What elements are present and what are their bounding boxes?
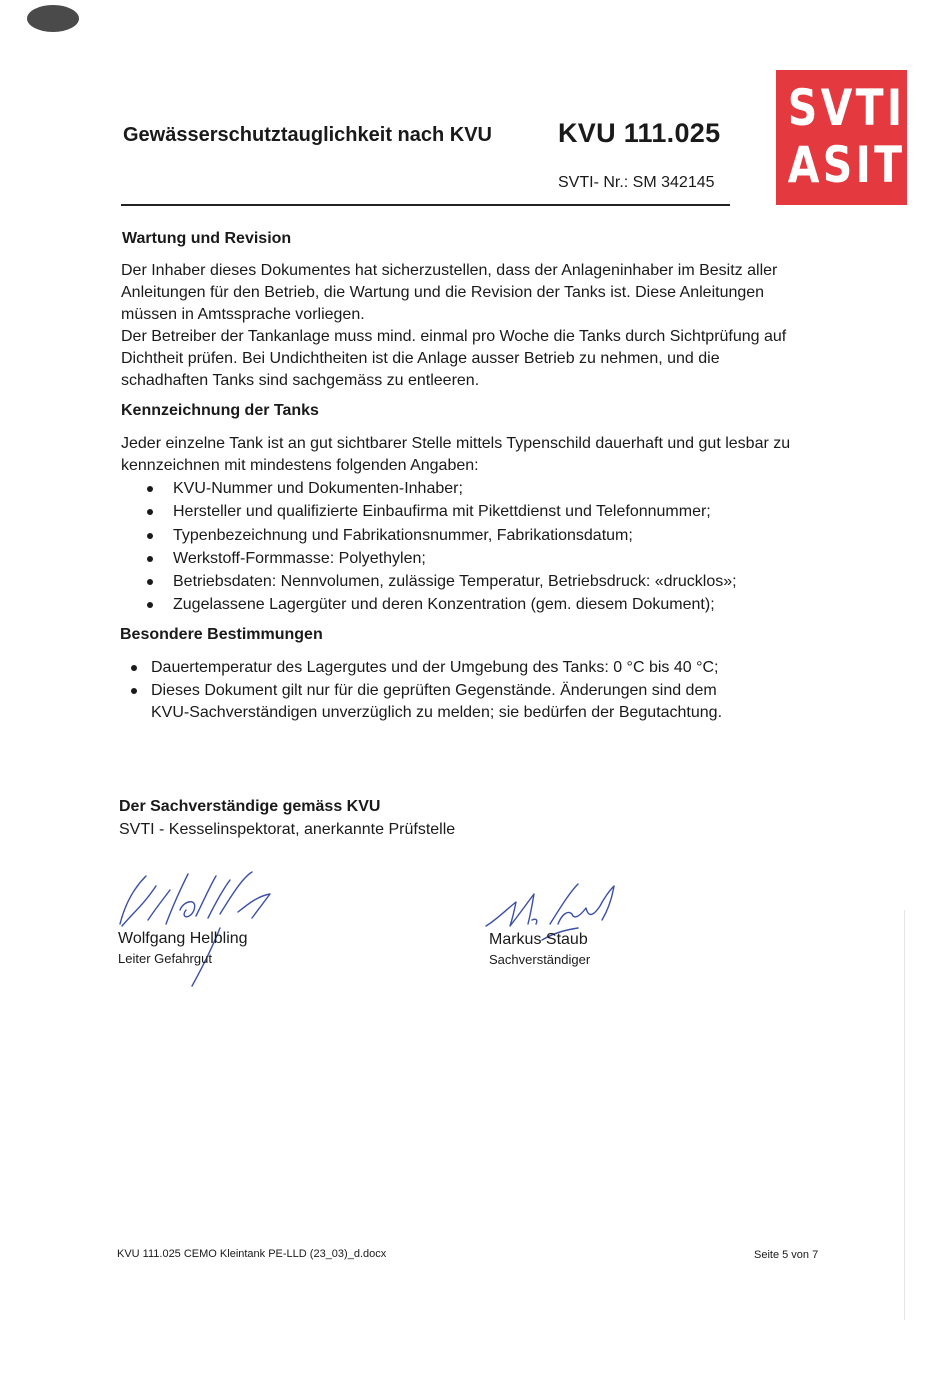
bullet-icon <box>147 486 153 492</box>
list-item-text: Dauertemperatur des Lagergutes und der Umgebung des Tanks: 0 °C bis 40 °C; <box>151 659 719 676</box>
special-provisions-list <box>120 657 722 725</box>
bullet-icon <box>147 509 153 515</box>
text-line: Anleitungen für den Betrieb, die Wartung und die Revision der Tanks ist. Diese Anleitungen <box>121 284 765 301</box>
bullet-icon <box>147 556 153 562</box>
text-line: müssen in Amtssprache vorliegen. <box>121 306 365 323</box>
signer-name: Wolfgang Helbling <box>118 930 248 947</box>
list-item <box>121 593 737 616</box>
signer-role: Leiter Gefahrgut <box>118 951 212 966</box>
list-item-text: Hersteller und qualifizierte Einbaufirma mit Pikettdienst und Telefonnummer; <box>173 503 711 521</box>
text-line: kennzeichnen mit mindestens folgenden Angaben: <box>121 457 479 474</box>
tank-label-list <box>121 477 737 617</box>
list-item-text: Betriebsdaten: Nennvolumen, zulässige Temperatur, Betriebsdruck: «drucklos»; <box>173 573 737 591</box>
footer-filename: KVU 111.025 CEMO Kleintank PE-LLD (23_03)_d.docx <box>117 1248 387 1260</box>
document-title: Gewässerschutztauglichkeit nach KVU <box>123 124 493 146</box>
paragraph-wartung <box>121 260 786 392</box>
header-divider <box>121 204 730 206</box>
svti-number: SVTI- Nr.: SM 342145 <box>558 174 715 191</box>
scan-edge-line <box>904 910 905 1320</box>
text-line: Jeder einzelne Tank ist an gut sichtbarer Stelle mittels Typenschild dauerhaft und gut lesbar zu <box>121 435 791 452</box>
signer-block-helbling <box>118 930 248 966</box>
text-line: schadhaften Tanks sind sachgemäss zu entleeren. <box>121 372 480 389</box>
bullet-icon <box>131 665 137 671</box>
list-item <box>120 680 722 725</box>
list-item-text: Zugelassene Lagergüter und deren Konzentration (gem. diesem Dokument); <box>173 596 715 614</box>
document-code: KVU 111.025 <box>558 118 721 148</box>
text-line: Der Betreiber der Tankanlage muss mind. einmal pro Woche die Tanks durch Sichtprüfung auf <box>121 328 787 345</box>
bullet-icon <box>131 688 137 694</box>
section-title-wartung: Wartung und Revision <box>122 230 292 247</box>
section-title-kennzeichnung: Kennzeichnung der Tanks <box>121 402 319 419</box>
footer-page-number: Seite 5 von 7 <box>754 1249 819 1261</box>
bullet-icon <box>147 579 153 585</box>
signer-block-staub <box>489 931 590 967</box>
list-item-text: KVU-Nummer und Dokumenten-Inhaber; <box>173 480 463 497</box>
section-title-besondere: Besondere Bestimmungen <box>120 626 323 643</box>
list-item-text: Dieses Dokument gilt nur für die geprüften Gegenstände. Änderungen sind dem <box>151 681 717 699</box>
list-item <box>121 547 737 570</box>
bullet-icon <box>147 602 153 608</box>
list-item <box>121 570 737 593</box>
list-item <box>120 657 722 680</box>
signer-role: Sachverständiger <box>489 952 591 967</box>
punch-hole-mark <box>27 5 79 32</box>
list-item-text: Werkstoff-Formmasse: Polyethylen; <box>173 549 426 567</box>
bullet-icon <box>147 533 153 539</box>
list-item <box>121 500 737 523</box>
paragraph-kennzeichnung <box>121 433 790 477</box>
logo-text-asit: ASIT <box>787 136 906 194</box>
signer-name: Markus Staub <box>489 931 588 948</box>
expert-heading: Der Sachverständige gemäss KVU <box>119 798 381 815</box>
list-item-text: KVU-Sachverständigen unverzüglich zu melden; sie bedürfen der Begutachtung. <box>151 704 723 721</box>
list-item <box>121 477 737 500</box>
text-line: Der Inhaber dieses Dokumentes hat sicherzustellen, dass der Anlageninhaber im Besitz aller <box>121 262 778 279</box>
list-item <box>121 524 737 547</box>
svti-asit-logo <box>776 70 907 205</box>
list-item-text: Typenbezeichnung und Fabrikationsnummer, Fabrikationsdatum; <box>173 526 633 544</box>
logo-text-svti: SVTI <box>787 79 906 137</box>
text-line: Dichtheit prüfen. Bei Undichtheiten ist die Anlage ausser Betrieb zu nehmen, und die <box>121 350 720 367</box>
signature-helbling <box>112 868 282 990</box>
expert-organization: SVTI - Kesselinspektorat, anerkannte Prüfstelle <box>119 821 456 838</box>
